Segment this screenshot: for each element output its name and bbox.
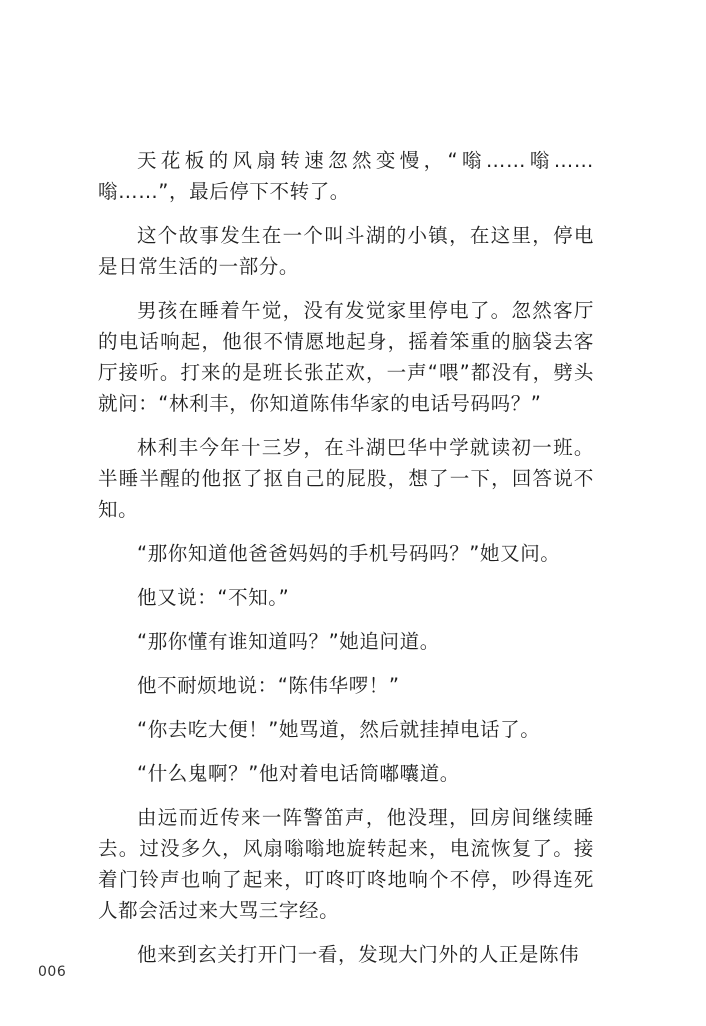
paragraph: 他又说：“不知。”	[137, 586, 290, 609]
page-body	[98, 145, 594, 983]
paragraph: 天花板的风扇转速忽然变慢，“嗡……嗡……嗡……”，最后停下不转了。	[98, 149, 594, 203]
paragraph: 由远而近传来一阵警笛声，他没理，回房间继续睡去。过没多久，风扇嗡嗡地旋转起来，电流恢复了。接着门铃声也响了起来，叮咚叮咚地响个不停，吵得连死人都会活过来大骂三字经。	[98, 806, 594, 922]
paragraph: 这个故事发生在一个叫斗湖的小镇，在这里，停电是日常生活的一部分。	[98, 224, 594, 278]
paragraph: “什么鬼啊？”他对着电话筒嘟囔道。	[137, 762, 460, 785]
paragraph: 他来到玄关打开门一看，发现大门外的人正是陈伟	[137, 943, 580, 966]
paragraph: “那你知道他爸爸妈妈的手机号码吗？”她又问。	[137, 542, 561, 565]
paragraph: “你去吃大便！”她骂道，然后就挂掉电话了。	[137, 718, 541, 741]
page-number: 006	[38, 964, 67, 980]
paragraph: 男孩在睡着午觉，没有发觉家里停电了。忽然客厅的电话响起，他很不情愿地起身，摇着笨重的脑袋去客厅接听。打来的是班长张芷欢，一声“喂”都没有，劈头就问：“林利丰，你知道陈伟华家的电话号码吗？”	[98, 299, 594, 415]
paragraph: 他不耐烦地说：“陈伟华啰！”	[137, 674, 400, 697]
paragraph: 林利丰今年十三岁，在斗湖巴华中学就读初一班。半睡半醒的他抠了抠自己的屁股，想了一下，回答说不知。	[98, 436, 594, 521]
paragraph: “那你懂有谁知道吗？”她追问道。	[137, 630, 440, 653]
